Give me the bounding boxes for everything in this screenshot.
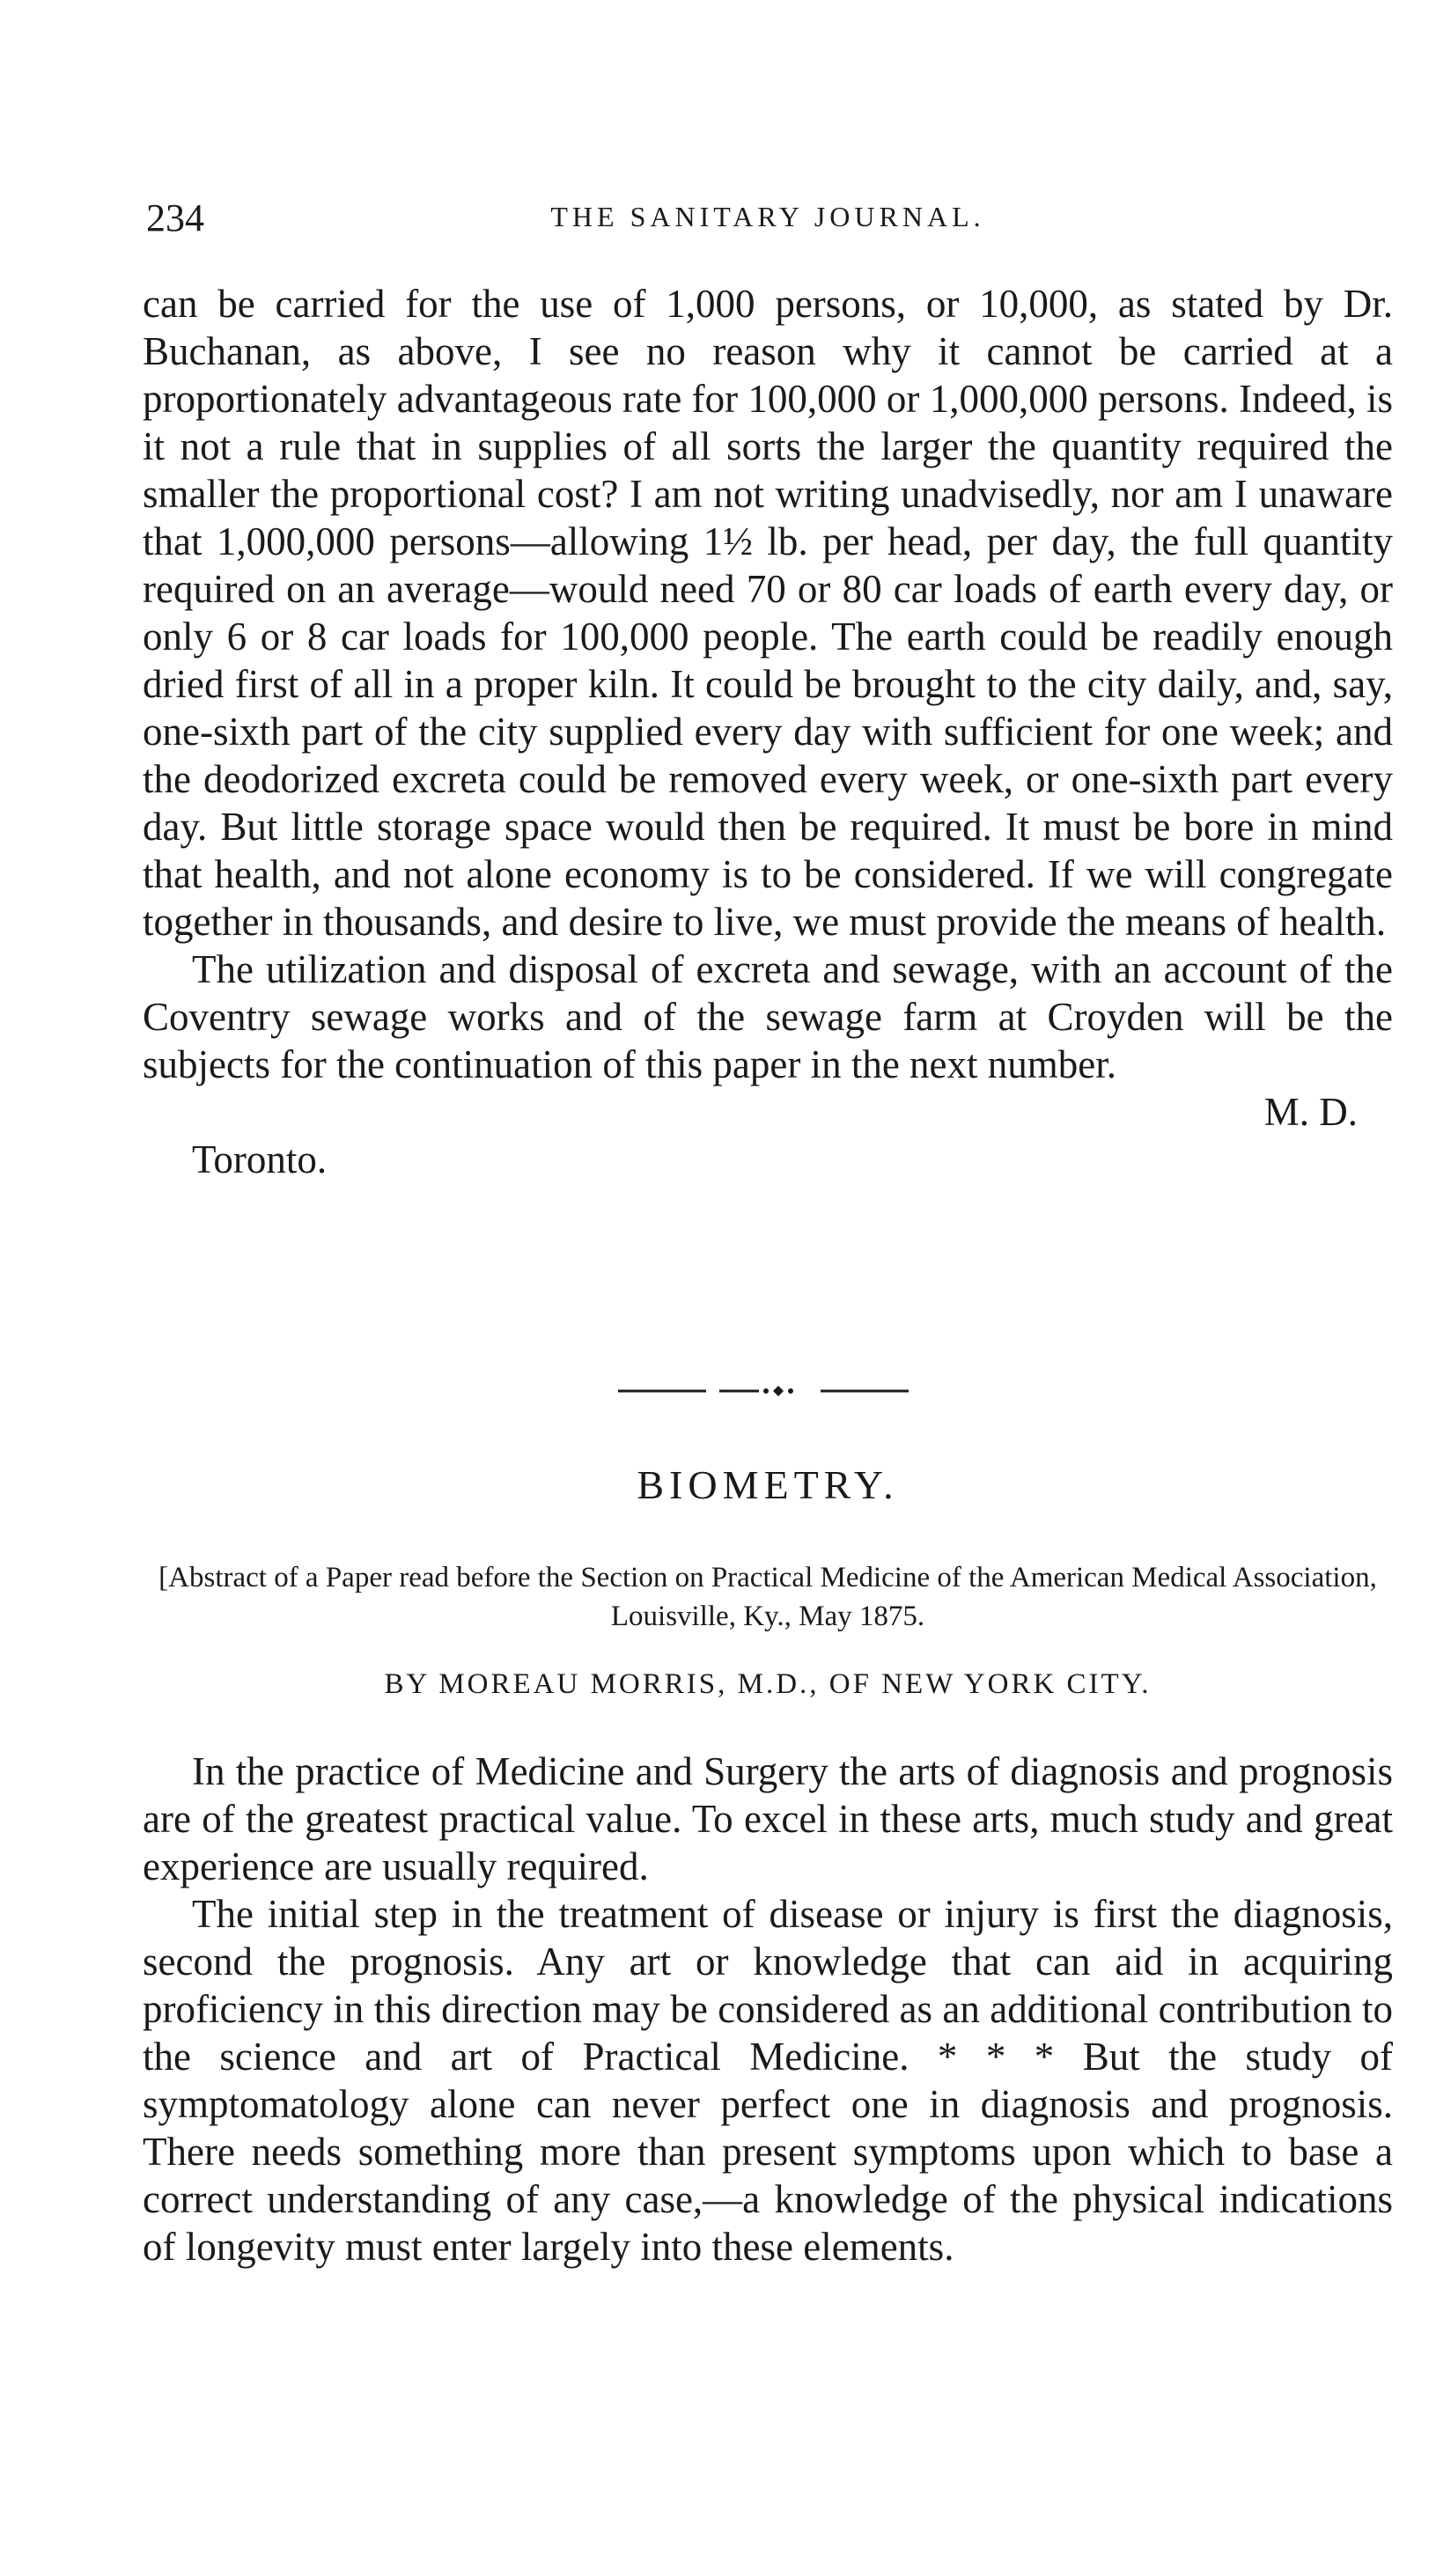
- continued-paragraph-1: can be carried for the use of 1,000 persons, or 10,000, as stated by Dr. Buchanan, as above, I see no reason why it cannot be carried at a proportionately advantageous rate for 100,000 or 1,000,000 persons. Indeed, is it not a rule that in supplies of all sorts the larger the quantity required the smaller the proportional cost? I am not writing unadvisedly, nor am I unaware that 1,000,000 persons—allowing 1½ lb. per head, per day, the full quantity required on an average—would need 70 or 80 car loads of earth every day, or only 6 or 8 car loads for 100,000 people. The earth could be readily enough dried first of all in a proper kiln. It could be brought to the city daily, and, say, one-sixth part of the city supplied every day with sufficient for one week; and the deodorized excreta could be removed every week, or one-sixth part every day. But little storage space would then be required. It must be bore in mind that health, and not alone economy is to be considered. If we will congregate together in thousands, and desire to live, we must provide the means of health.: [143, 282, 1393, 944]
- author-signature: M. D.: [1263, 1090, 1358, 1134]
- dateline-place: Toronto.: [192, 1137, 328, 1181]
- article-title: BIOMETRY.: [637, 1462, 899, 1507]
- biometry-paragraph-2: The initial step in the treatment of disease or injury is first the diagnosis, second the prognosis. Any art or knowledge that can aid in acquiring proficiency in this direction may be considered as an additional contribution to the science and art of Practical Medicine. * * * But the study of symptomatology alone can never perfect one in diagnosis and prognosis. There needs something more than present symptoms upon which to base a correct understanding of any case,—a knowledge of the physical indications of longevity must enter largely into these elements.: [143, 1892, 1393, 2269]
- section-divider-ornament: [143, 1382, 1393, 1400]
- continued-paragraph-2: The utilization and disposal of excreta and sewage, with an account of the Coventry sewage works and of the sewage farm at Croyden will be the subjects for the continuation of this paper in the next number.: [143, 947, 1393, 1086]
- continued-article: [143, 280, 1393, 1183]
- biometry-article-body: [143, 1748, 1393, 2271]
- running-head: [143, 195, 1393, 248]
- divider-rule-icon: [609, 1382, 926, 1400]
- signature-line: [143, 1088, 1393, 1136]
- author-byline: BY MOREAU MORRIS, M.D., OF NEW YORK CITY.: [384, 1668, 1152, 1700]
- biometry-paragraph-1: In the practice of Medicine and Surgery the arts of diagnosis and prognosis are of the greatest practical value. To excel in these arts, much study and great experience are usually required.: [143, 1749, 1393, 1888]
- abstract-note: [Abstract of a Paper read before the Section on Practical Medicine of the American Medical Association, Louisville, Ky., May 1875.: [158, 1562, 1377, 1632]
- page-number: 234: [146, 196, 204, 239]
- journal-title: THE SANITARY JOURNAL.: [550, 201, 985, 232]
